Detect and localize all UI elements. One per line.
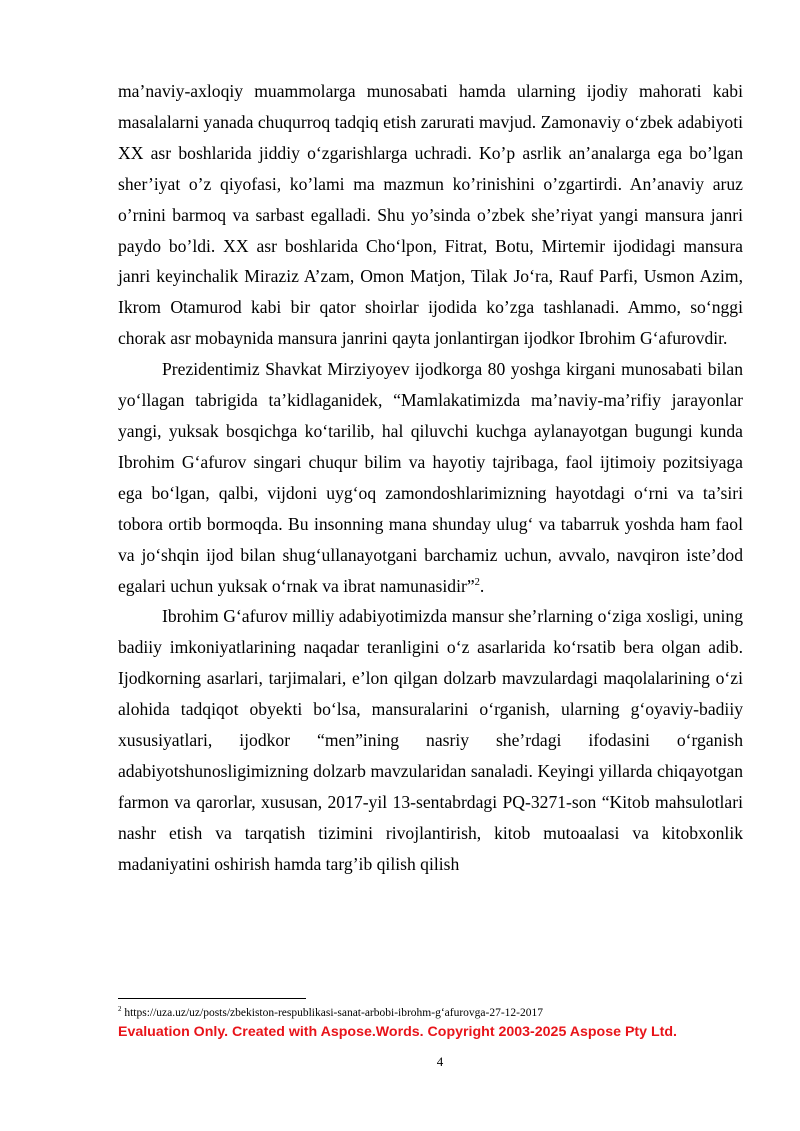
- paragraph: Ibrohim G‘afurov milliy adabiyotimizda mansur she’rlarning o‘ziga xosligi, uning badiiy imkoniyatlarining naqadar teranligini o‘z asarlarida ko‘rsatib bera olgan adib. Ijodkorning asarlari, tarjimalari, e’lon qilgan dolzarb mavzulardagi maqolalarining o‘zi alohida tadqiqot obyekti bo‘lsa, mansuralarini o‘rganish, ularning g‘oyaviy-badiiy xususiyatlari, ijodkor “men”ining nasriy she’rdagi ifodasini o‘rganish adabiyotshunosligimizning dolzarb mavzularidan sanaladi. Keyingi yillarda chiqayotgan farmon va qarorlar, xususan, 2017-yil 13-sentabrdagi PQ-3271-son “Kitob mahsulotlari nashr etish va tarqatish tizimini rivojlantirish, kitob mutoaalasi va kitobxonlik madaniyatini oshirish hamda targ’ib qilish qilish: [118, 606, 743, 874]
- evaluation-watermark: Evaluation Only. Created with Aspose.Words. Copyright 2003-2025 Aspose Pty Ltd.: [118, 1024, 677, 1040]
- body-text: [118, 76, 743, 880]
- footnote-separator: [118, 998, 306, 999]
- footnote-reference: 2: [474, 576, 480, 588]
- footnote-number: 2: [118, 1006, 122, 1014]
- footnote-text: https://uza.uz/uz/posts/zbekiston-respublikasi-sanat-arbobi-ibrohm-g‘afurovga-27-12-2017: [121, 1007, 544, 1019]
- paragraph-text: Prezidentimiz Shavkat Mirziyoyev ijodkorga 80 yoshga kirgani munosabati bilan yo‘llagan tabrigida ta’kidlaganidek, “Mamlakatimizda ma’naviy-ma’rifiy jarayonlar yangi, yuksak bosqichga ko‘tarilib, hal qiluvchi kuchga aylanayotgan bugungi kunda Ibrohim G‘afurov singari chuqur bilim va hayotiy tajribaga, faol ijtimoiy pozitsiyaga ega bo‘lgan, qalbi, vijdoni uyg‘oq zamondoshlarimizning hayotdagi o‘rni va ta’siri tobora ortib bormoqda. Bu insonning mana shunday ulug‘ va tabarruk yoshda ham faol va jo‘shqin ijod bilan shug‘ullanayotgani barchamiz uchun, avvalo, navqiron iste’dod egalari uchun yuksak o‘rnak va ibrat namunasidir”: [118, 359, 743, 596]
- page-number: 4: [436, 1054, 444, 1069]
- paragraph: ma’naviy-axloqiy muammolarga munosabati hamda ularning ijodiy mahorati kabi masalalarni yanada chuqurroq tadqiq etish zarurati mavjud. Zamonaviy o‘zbek adabiyoti XX asr boshlarida jiddiy o‘zgarishlarga uchradi. Ko’p asrlik an’analarga ega bo’lgan sher’iyat o’z qiyofasi, ko’lami ma mazmun ko’rinishini o’zgartirdi. An’anaviy aruz o’rnini barmoq va sarbast egalladi. Shu yo’sinda o’zbek she’riyat yangi mansura janri paydo bo’ldi. XX asr boshlarida Cho‘lpon, Fitrat, Botu, Mirtemir ijodidagi mansura janri keyinchalik Miraziz A’zam, Omon Matjon, Tilak Jo‘ra, Rauf Parfi, Usmon Azim, Ikrom Otamurod kabi bir qator shoirlar ijodida ko’zga tashlanadi. Ammo, so‘nggi chorak asr mobaynida mansura janrini qayta jonlantirgan ijodkor Ibrohim G‘afurovdir.: [118, 81, 743, 349]
- paragraph-end-punctuation: .: [479, 575, 485, 596]
- paragraph-with-quote: [118, 354, 743, 601]
- footnote: [118, 1006, 758, 1020]
